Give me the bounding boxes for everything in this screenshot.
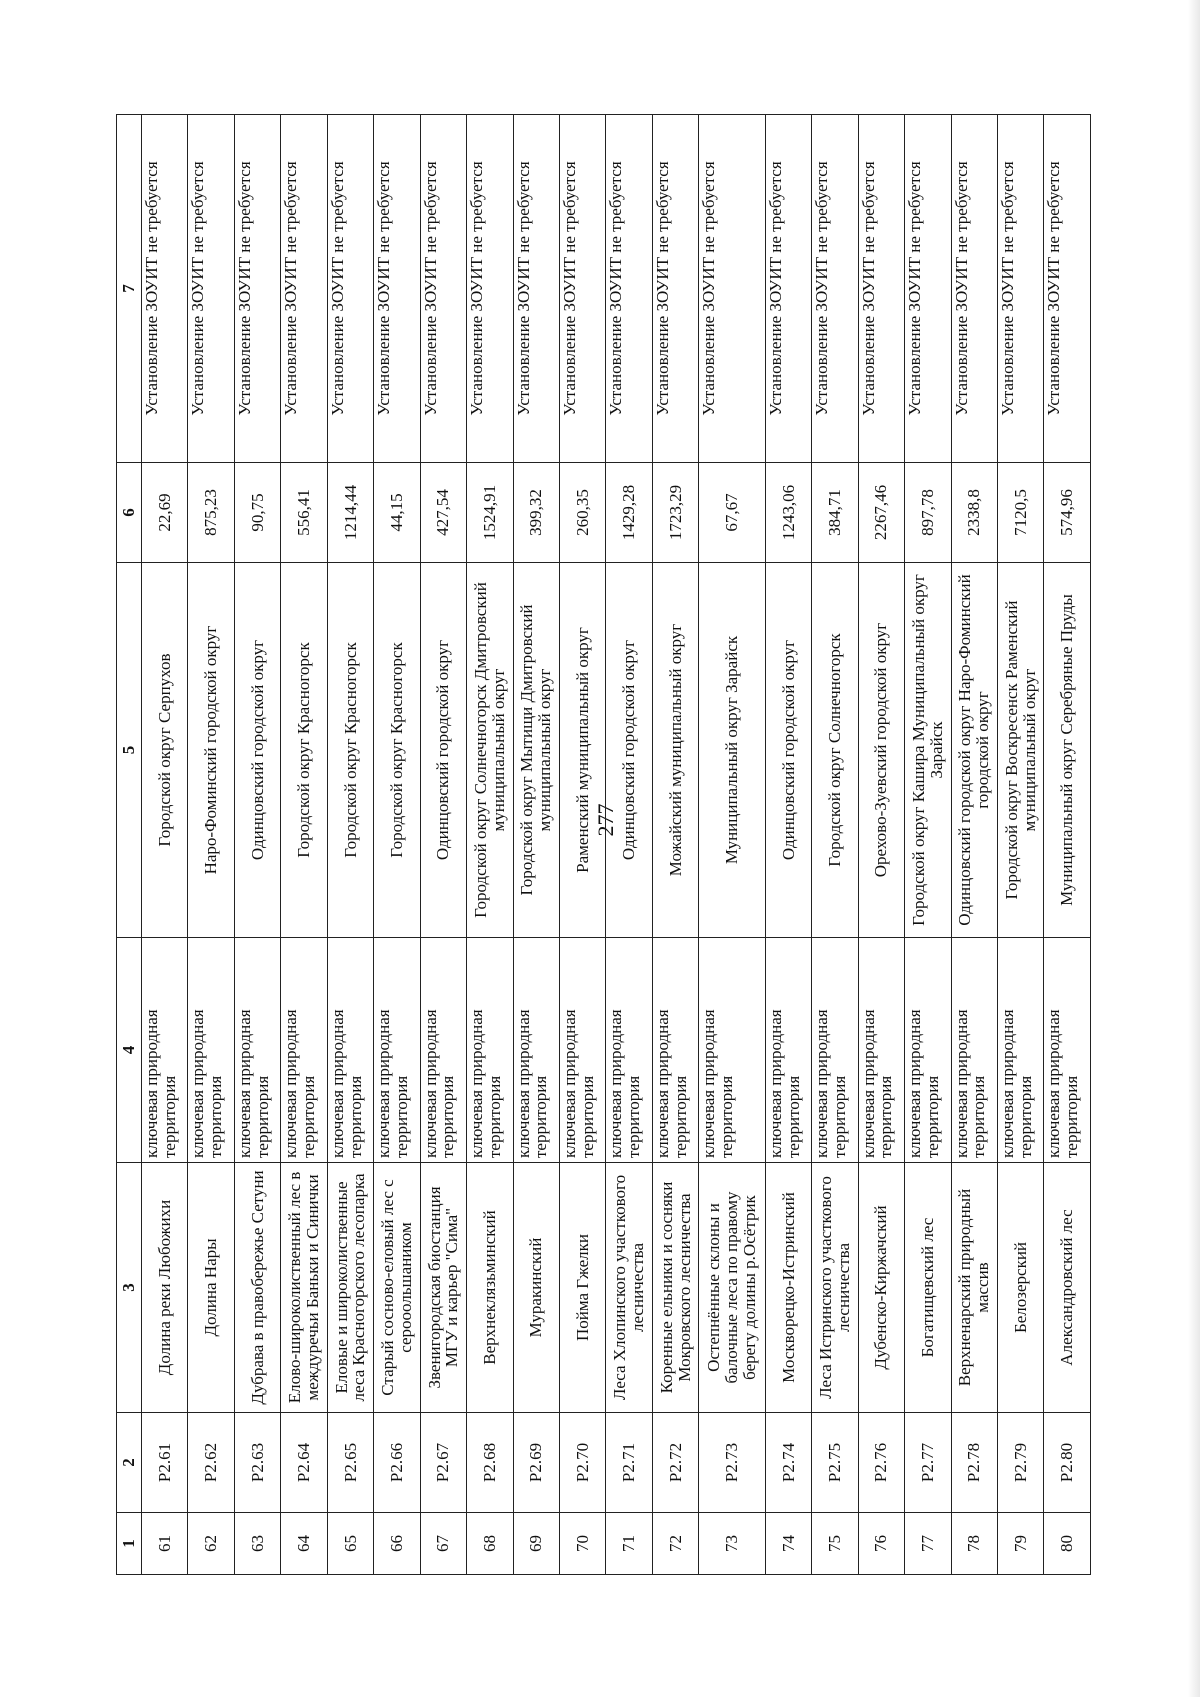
cell-row-number: 77 <box>905 1513 951 1575</box>
cell-category: ключевая природная территория <box>812 938 858 1163</box>
cell-category: ключевая природная территория <box>374 938 420 1163</box>
cell-category: ключевая природная территория <box>234 938 280 1163</box>
cell-municipality: Городской округ Серпухов <box>142 563 188 938</box>
cell-code: Р2.80 <box>1044 1413 1091 1513</box>
table-row <box>606 115 652 1575</box>
cell-area: 2267,46 <box>858 463 904 563</box>
cell-code: Р2.78 <box>951 1413 997 1513</box>
cell-area: 67,67 <box>699 463 766 563</box>
cell-municipality: Наро-Фоминский городской округ <box>188 563 234 938</box>
cell-name: Верхненарский природный массив <box>951 1163 997 1413</box>
zone-table <box>116 114 1091 1575</box>
cell-name: Дубенско-Киржачский <box>858 1163 904 1413</box>
cell-row-number: 70 <box>559 1513 605 1575</box>
rotated-table-container <box>116 115 1091 1575</box>
cell-zouit-status: Установление ЗОУИТ не требуется <box>858 115 904 463</box>
table-row <box>765 115 811 1575</box>
cell-code: Р2.79 <box>997 1413 1043 1513</box>
cell-area: 399,32 <box>513 463 559 563</box>
cell-row-number: 75 <box>812 1513 858 1575</box>
cell-name: Остепнённые склоны и балочные леса по правому берегу долины р.Осётрик <box>699 1163 766 1413</box>
cell-row-number: 62 <box>188 1513 234 1575</box>
header-col-6: 6 <box>117 463 142 563</box>
cell-name: Муракинский <box>513 1163 559 1413</box>
cell-area: 90,75 <box>234 463 280 563</box>
cell-row-number: 68 <box>467 1513 513 1575</box>
cell-municipality: Одинцовский городской округ <box>606 563 652 938</box>
cell-category: ключевая природная территория <box>327 938 373 1163</box>
cell-zouit-status: Установление ЗОУИТ не требуется <box>188 115 234 463</box>
table-row <box>699 115 766 1575</box>
cell-category: ключевая природная территория <box>188 938 234 1163</box>
cell-zouit-status: Установление ЗОУИТ не требуется <box>420 115 466 463</box>
page-number: 277 <box>593 803 618 837</box>
header-col-5: 5 <box>117 563 142 938</box>
cell-code: Р2.77 <box>905 1413 951 1513</box>
cell-category: ключевая природная территория <box>513 938 559 1163</box>
table-row <box>559 115 605 1575</box>
cell-area: 260,35 <box>559 463 605 563</box>
cell-municipality: Можайский муниципальный округ <box>652 563 698 938</box>
cell-area: 1214,44 <box>327 463 373 563</box>
cell-name: Старый сосново-еловый лес с серооольшаником <box>374 1163 420 1413</box>
cell-area: 1723,29 <box>652 463 698 563</box>
cell-zouit-status: Установление ЗОУИТ не требуется <box>234 115 280 463</box>
cell-code: Р2.71 <box>606 1413 652 1513</box>
cell-code: Р2.66 <box>374 1413 420 1513</box>
cell-code: Р2.76 <box>858 1413 904 1513</box>
cell-row-number: 63 <box>234 1513 280 1575</box>
cell-row-number: 61 <box>142 1513 188 1575</box>
cell-category: ключевая природная территория <box>420 938 466 1163</box>
cell-code: Р2.67 <box>420 1413 466 1513</box>
cell-category: ключевая природная территория <box>858 938 904 1163</box>
cell-category: ключевая природная территория <box>467 938 513 1163</box>
cell-area: 556,41 <box>281 463 327 563</box>
cell-row-number: 69 <box>513 1513 559 1575</box>
cell-name: Богатищевский лес <box>905 1163 951 1413</box>
cell-name: Долина реки Любожихи <box>142 1163 188 1413</box>
table-row <box>374 115 420 1575</box>
cell-category: ключевая природная территория <box>281 938 327 1163</box>
table-row <box>234 115 280 1575</box>
cell-municipality: Муниципальный округ Зарайск <box>699 563 766 938</box>
header-col-1: 1 <box>117 1513 142 1575</box>
cell-municipality: Городской округ Солнечногорск <box>812 563 858 938</box>
cell-code: Р2.72 <box>652 1413 698 1513</box>
cell-row-number: 66 <box>374 1513 420 1575</box>
cell-name: Леса Хлопинского участкового лесничества <box>606 1163 652 1413</box>
cell-area: 1243,06 <box>765 463 811 563</box>
cell-name: Звенигородская биостанция МГУ и карьер "Сима" <box>420 1163 466 1413</box>
cell-zouit-status: Установление ЗОУИТ не требуется <box>765 115 811 463</box>
cell-row-number: 76 <box>858 1513 904 1575</box>
cell-name: Долина Нары <box>188 1163 234 1413</box>
cell-municipality: Городской округ Красногорск <box>374 563 420 938</box>
table-row <box>142 115 188 1575</box>
cell-code: Р2.61 <box>142 1413 188 1513</box>
scan-edge <box>1188 0 1200 1697</box>
cell-name: Александровский лес <box>1044 1163 1091 1413</box>
cell-zouit-status: Установление ЗОУИТ не требуется <box>142 115 188 463</box>
cell-municipality: Городской округ Мытищи Дмитровский муниципальный округ <box>513 563 559 938</box>
cell-code: Р2.65 <box>327 1413 373 1513</box>
cell-code: Р2.63 <box>234 1413 280 1513</box>
cell-category: ключевая природная территория <box>951 938 997 1163</box>
cell-row-number: 73 <box>699 1513 766 1575</box>
cell-area: 44,15 <box>374 463 420 563</box>
header-row <box>117 115 142 1575</box>
cell-category: ключевая природная территория <box>1044 938 1091 1163</box>
cell-zouit-status: Установление ЗОУИТ не требуется <box>374 115 420 463</box>
cell-category: ключевая природная территория <box>142 938 188 1163</box>
cell-row-number: 74 <box>765 1513 811 1575</box>
cell-municipality: Одинцовский городской округ <box>420 563 466 938</box>
cell-zouit-status: Установление ЗОУИТ не требуется <box>606 115 652 463</box>
table-row <box>997 115 1043 1575</box>
cell-code: Р2.73 <box>699 1413 766 1513</box>
table-row <box>467 115 513 1575</box>
cell-area: 574,96 <box>1044 463 1091 563</box>
cell-row-number: 78 <box>951 1513 997 1575</box>
cell-municipality: Городской округ Кашира Муниципальный округ Зарайск <box>905 563 951 938</box>
cell-area: 2338,8 <box>951 463 997 563</box>
header-col-3: 3 <box>117 1163 142 1413</box>
cell-zouit-status: Установление ЗОУИТ не требуется <box>513 115 559 463</box>
cell-municipality: Городской округ Красногорск <box>281 563 327 938</box>
cell-zouit-status: Установление ЗОУИТ не требуется <box>559 115 605 463</box>
cell-code: Р2.62 <box>188 1413 234 1513</box>
cell-code: Р2.69 <box>513 1413 559 1513</box>
cell-name: Верхнеклязьминский <box>467 1163 513 1413</box>
cell-area: 427,54 <box>420 463 466 563</box>
cell-area: 897,78 <box>905 463 951 563</box>
cell-municipality: Одинцовский городской округ Наро-Фоминский городской округ <box>951 563 997 938</box>
cell-municipality: Городской округ Красногорск <box>327 563 373 938</box>
header-col-4: 4 <box>117 938 142 1163</box>
table-row <box>858 115 904 1575</box>
cell-row-number: 80 <box>1044 1513 1091 1575</box>
cell-zouit-status: Установление ЗОУИТ не требуется <box>699 115 766 463</box>
cell-category: ключевая природная территория <box>699 938 766 1163</box>
cell-zouit-status: Установление ЗОУИТ не требуется <box>812 115 858 463</box>
cell-area: 875,23 <box>188 463 234 563</box>
cell-name: Белозерский <box>997 1163 1043 1413</box>
table-row <box>1044 115 1091 1575</box>
cell-category: ключевая природная территория <box>905 938 951 1163</box>
cell-category: ключевая природная территория <box>765 938 811 1163</box>
cell-row-number: 72 <box>652 1513 698 1575</box>
table-row <box>327 115 373 1575</box>
cell-row-number: 71 <box>606 1513 652 1575</box>
cell-zouit-status: Установление ЗОУИТ не требуется <box>1044 115 1091 463</box>
table-body <box>142 115 1091 1575</box>
cell-category: ключевая природная территория <box>606 938 652 1163</box>
cell-zouit-status: Установление ЗОУИТ не требуется <box>327 115 373 463</box>
cell-municipality: Одинцовский городской округ <box>765 563 811 938</box>
table-row <box>281 115 327 1575</box>
cell-name: Леса Истринского участкового лесничества <box>812 1163 858 1413</box>
cell-area: 22,69 <box>142 463 188 563</box>
cell-category: ключевая природная территория <box>652 938 698 1163</box>
table-row <box>812 115 858 1575</box>
cell-name: Пойма Гжелки <box>559 1163 605 1413</box>
cell-zouit-status: Установление ЗОУИТ не требуется <box>905 115 951 463</box>
table-row <box>420 115 466 1575</box>
cell-municipality: Орехово-Зуевский городской округ <box>858 563 904 938</box>
header-col-7: 7 <box>117 115 142 463</box>
table-row <box>652 115 698 1575</box>
cell-code: Р2.64 <box>281 1413 327 1513</box>
cell-name: Еловые и широколиственные леса Красногорского лесопарка <box>327 1163 373 1413</box>
cell-row-number: 65 <box>327 1513 373 1575</box>
cell-zouit-status: Установление ЗОУИТ не требуется <box>997 115 1043 463</box>
cell-name: Елово-широколиственный лес в междуречьи Баньки и Синички <box>281 1163 327 1413</box>
cell-name: Дубрава в правобережье Сетуни <box>234 1163 280 1413</box>
cell-municipality: Городской округ Солнечногорск Дмитровский муниципальный округ <box>467 563 513 938</box>
cell-area: 1429,28 <box>606 463 652 563</box>
cell-area: 1524,91 <box>467 463 513 563</box>
table-row <box>188 115 234 1575</box>
cell-code: Р2.74 <box>765 1413 811 1513</box>
cell-category: ключевая природная территория <box>997 938 1043 1163</box>
cell-municipality: Муниципальный округ Серебряные Пруды <box>1044 563 1091 938</box>
cell-name: Москворецко-Истринский <box>765 1163 811 1413</box>
cell-zouit-status: Установление ЗОУИТ не требуется <box>467 115 513 463</box>
cell-zouit-status: Установление ЗОУИТ не требуется <box>652 115 698 463</box>
cell-municipality: Городской округ Воскресенск Раменский муниципальный округ <box>997 563 1043 938</box>
cell-area: 7120,5 <box>997 463 1043 563</box>
table-row <box>951 115 997 1575</box>
cell-municipality: Раменский муниципальный округ <box>559 563 605 938</box>
cell-area: 384,71 <box>812 463 858 563</box>
cell-municipality: Одинцовский городской округ <box>234 563 280 938</box>
cell-row-number: 64 <box>281 1513 327 1575</box>
cell-code: Р2.75 <box>812 1413 858 1513</box>
cell-code: Р2.70 <box>559 1413 605 1513</box>
cell-code: Р2.68 <box>467 1413 513 1513</box>
cell-zouit-status: Установление ЗОУИТ не требуется <box>951 115 997 463</box>
table-row <box>905 115 951 1575</box>
header-col-2: 2 <box>117 1413 142 1513</box>
cell-zouit-status: Установление ЗОУИТ не требуется <box>281 115 327 463</box>
table-row <box>513 115 559 1575</box>
cell-category: ключевая природная территория <box>559 938 605 1163</box>
cell-name: Коренные ельники и сосняки Мокровского лесничества <box>652 1163 698 1413</box>
cell-row-number: 67 <box>420 1513 466 1575</box>
cell-row-number: 79 <box>997 1513 1043 1575</box>
